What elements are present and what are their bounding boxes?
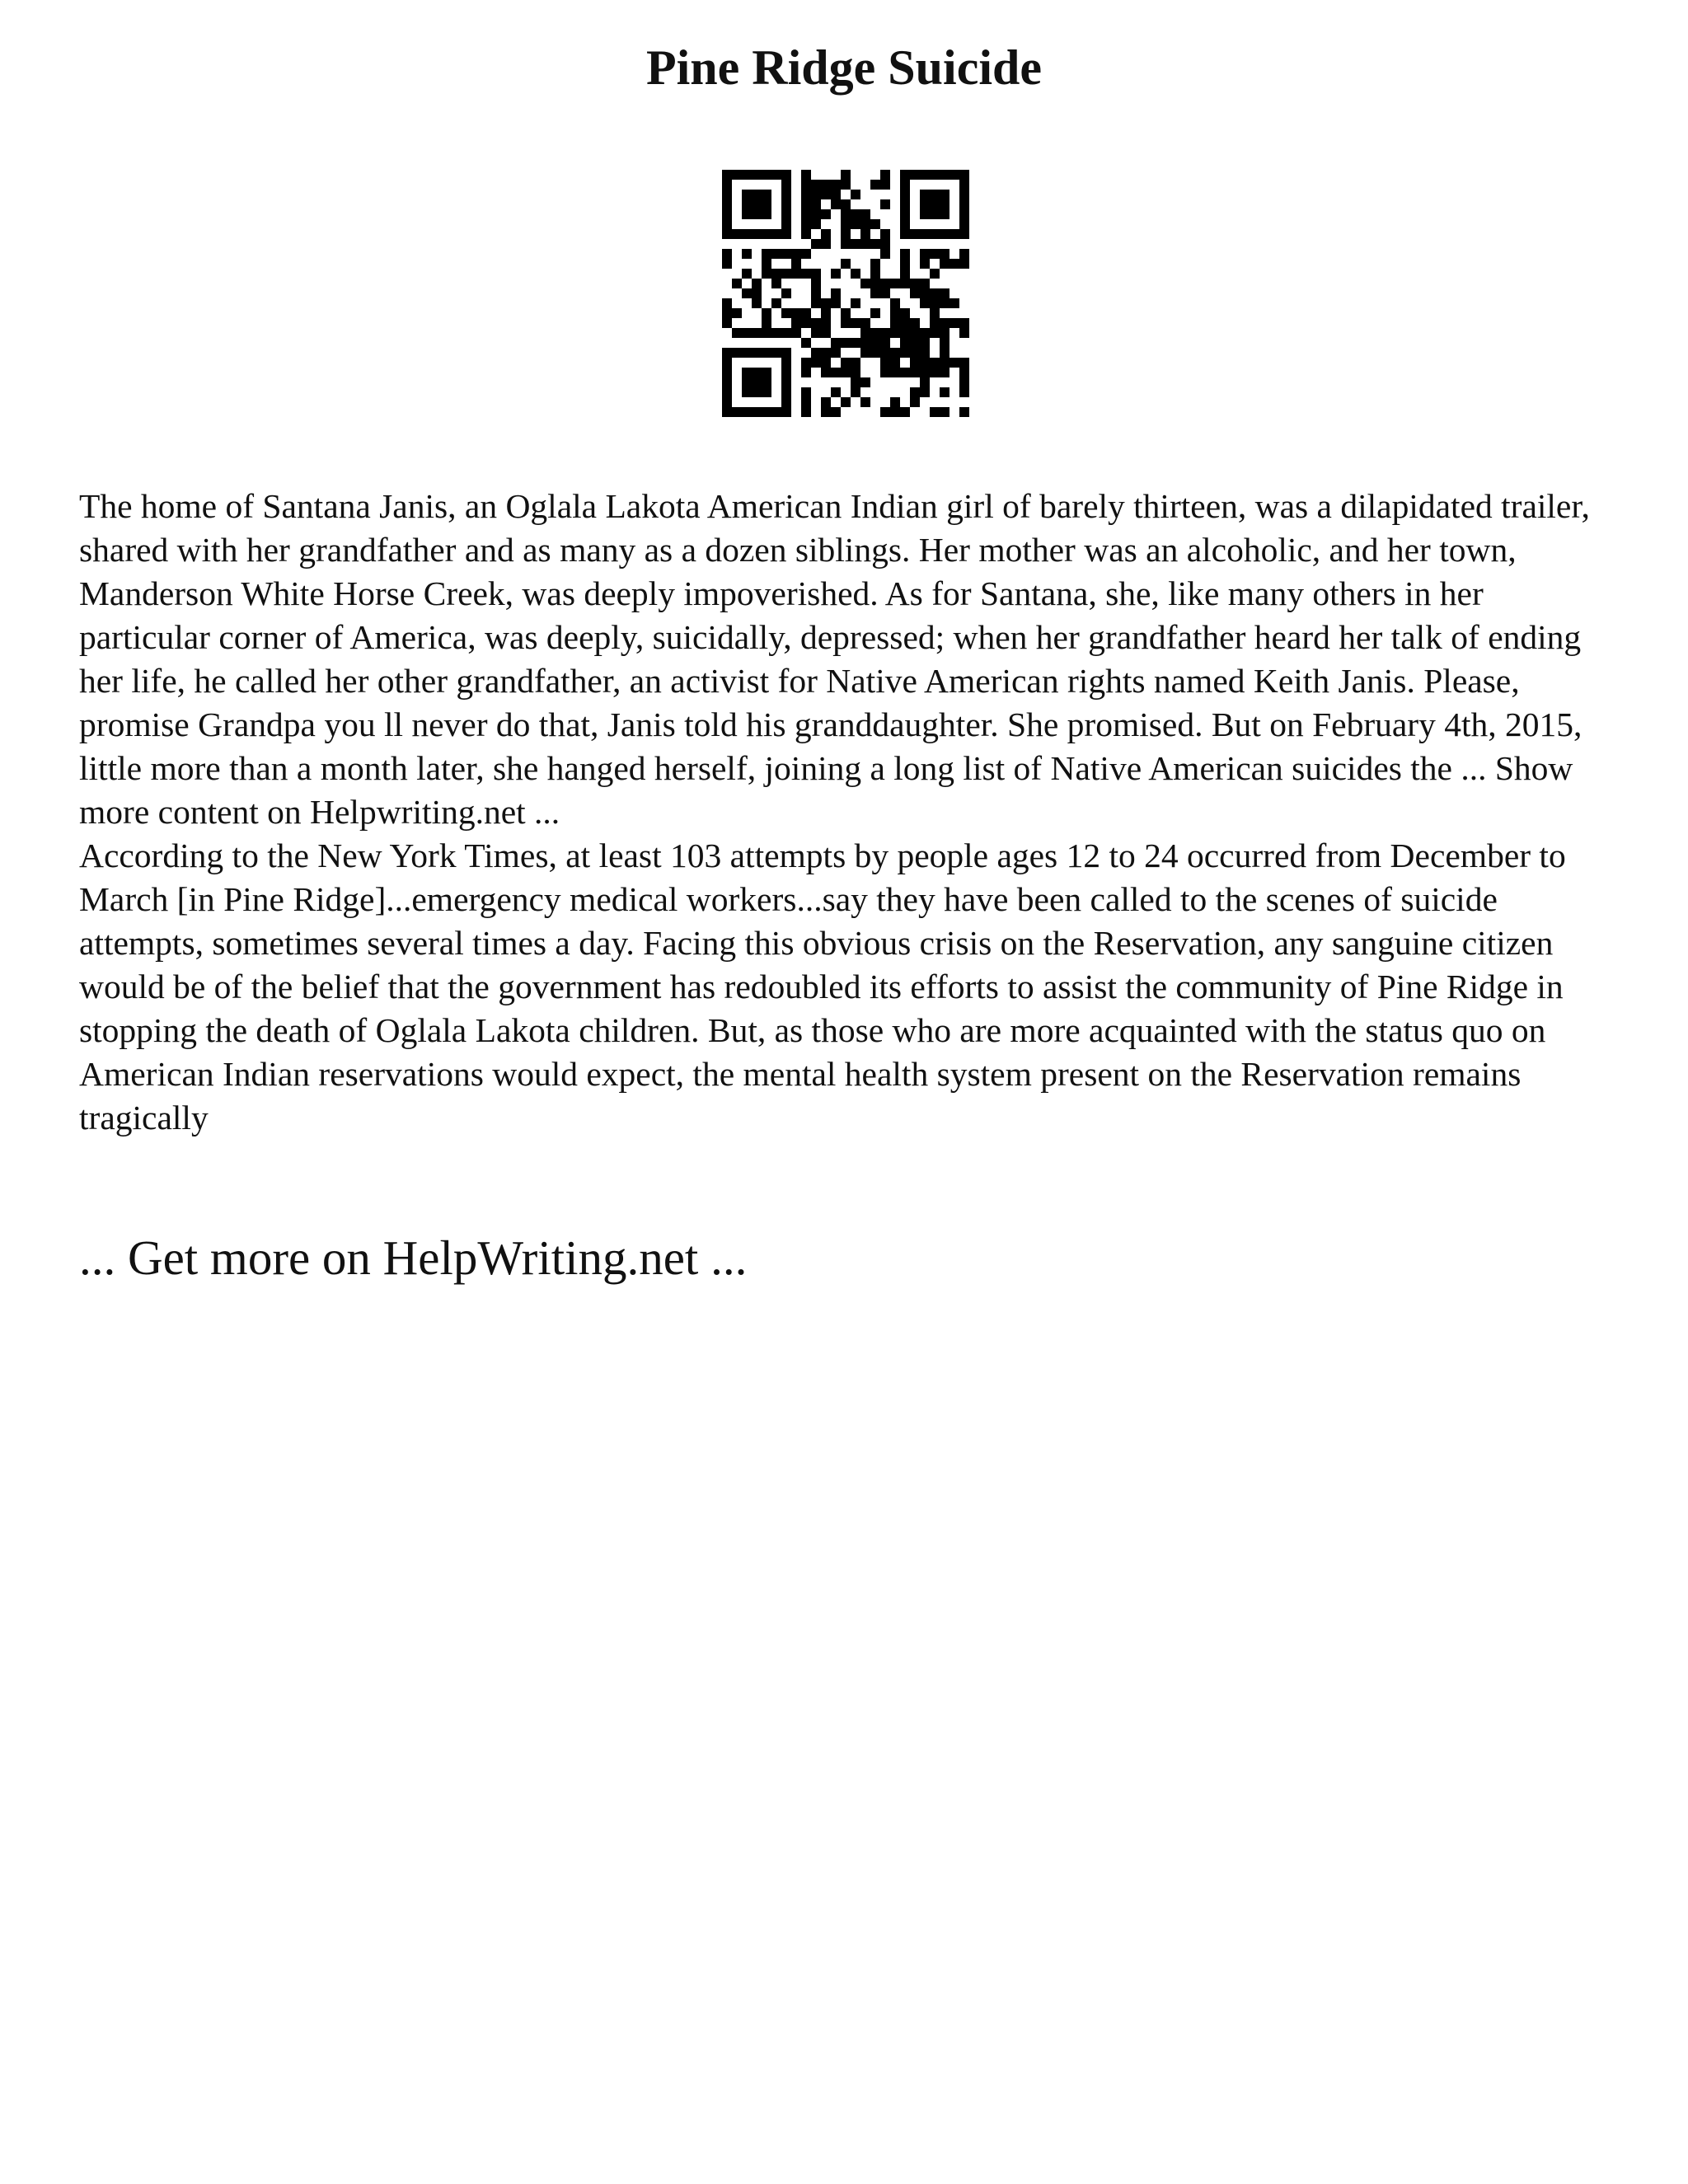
get-more-link[interactable]: ... Get more on HelpWriting.net ... bbox=[79, 1230, 748, 1285]
page-title: Pine Ridge Suicide bbox=[645, 40, 1043, 95]
paragraph-2: According to the New York Times, at least 103 attempts by people ages 12 to 24 occurred from December to March [in Pine Ridge]...emergency medical workers...say they have been called to the scenes of suicide attempts, sometimes several times a day. Facing this obvious crisis on the Reservation, any sanguine citizen would be of the belief that the government has redoubled its efforts to assist the community of Pine Ridge in stopping the death of Oglala Lakota children. But, as those who are more acquainted with the status quo on American Indian reservations would expect, the mental health system present on the Reservation remains tragically bbox=[79, 837, 1566, 1137]
article-body bbox=[79, 485, 1612, 1140]
paragraph-1: The home of Santana Janis, an Oglala Lakota American Indian girl of barely thirteen, was a dilapidated trailer, shared with her grandfather and as many as a dozen siblings. Her mother was an alcoholic, and her town, Manderson White Horse Creek, was deeply impoverished. As for Santana, she, like many others in her particular corner of America, was deeply, suicidally, depressed; when her grandfather heard her talk of ending her life, he called her other grandfather, an activist for Native American rights named Keith Janis. Please, promise Grandpa you ll never do that, Janis told his granddaughter. She promised. But on February 4th, 2015, little more than a month later, she hanged herself, joining a long list of Native American suicides the ... Show more content on Helpwriting.net ... bbox=[79, 487, 1590, 831]
qr-code-icon bbox=[722, 170, 969, 417]
